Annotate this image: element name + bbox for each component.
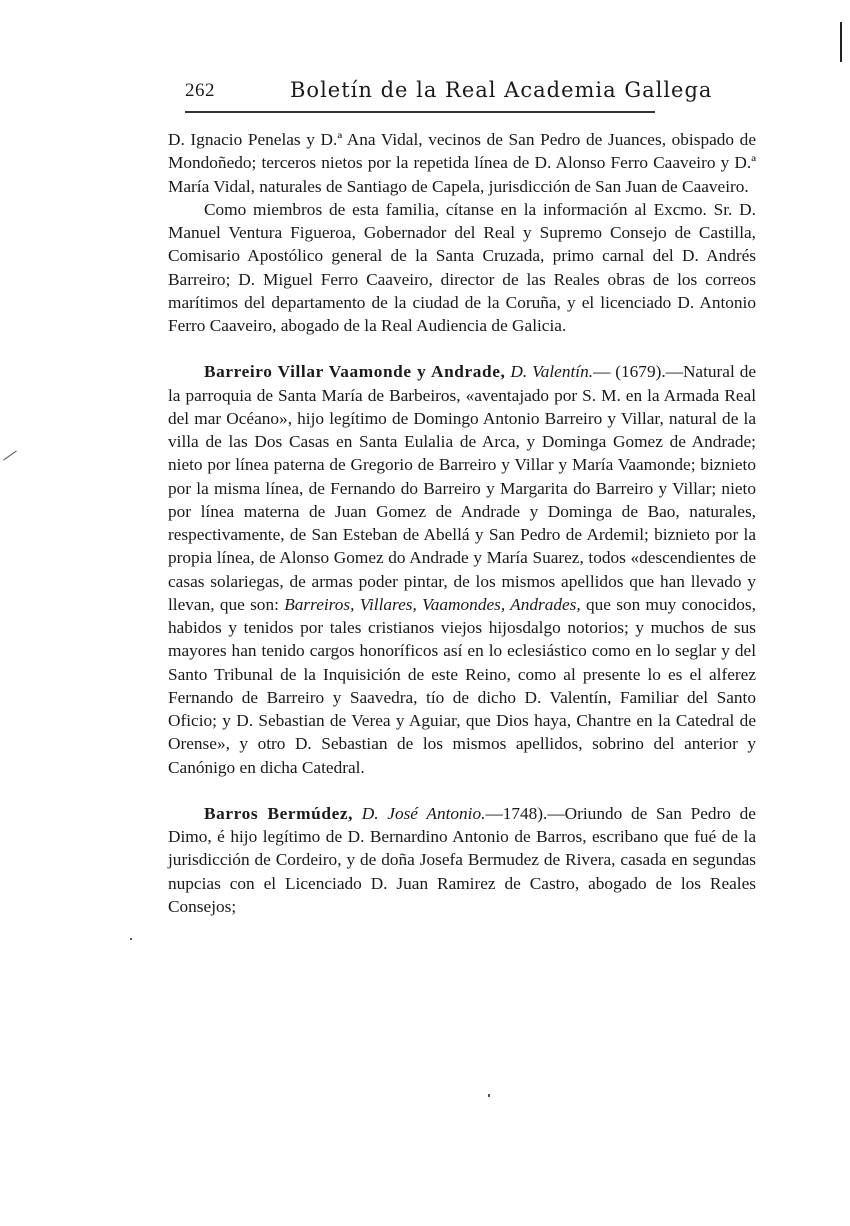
entry-barros-bermudez <box>168 802 756 918</box>
continuation-paragraph-2: Como miembros de esta familia, cítanse en la información al Excmo. Sr. D. Manuel Ventura Figueroa, Gobernador del Real y Supremo Consejo de Castilla, Comisario Apostólico general de la Santa Cruzada, primo carnal del D. Andrés Barreiro; D. Miguel Ferro Caaveiro, director de las Reales obras de los correos marítimos del departamento de la ciudad de la Coruña, y el licenciado D. Antonio Ferro Caaveiro, abogado de la Real Audiencia de Galicia. <box>168 199 756 335</box>
margin-dot <box>488 1094 490 1097</box>
entry-surnames-italic: Barreiros, Villares, Vaamondes, Andrades, <box>284 594 581 614</box>
page-header <box>185 78 755 118</box>
entry-barreiro-villar <box>168 360 756 779</box>
continuation-paragraph-1: D. Ignacio Penelas y D.ª Ana Vidal, vecinos de San Pedro de Juances, obispado de Mondoñedo; terceros nietos por la repetida línea de D. Alonso Ferro Caaveiro y D.ª María Vidal, naturales de Santiago de Capela, jurisdicción de San Juan de Caaveiro. <box>168 130 756 196</box>
body-text <box>168 128 756 918</box>
running-title: Boletín de la Real Academia Gallega <box>290 78 713 102</box>
entry-surname: Barreiro Villar Vaamonde y Andrade, <box>204 362 506 382</box>
entry-text: — (1679).—Natural de la parroquia de Santa María de Barbeiros, «aventajado por S. M. en la Armada Real del mar Océano», hijo legítimo de Domingo Antonio Barreiro y Villar, natural de la villa de las Dos Casas en Santa Eulalia de Arca, y Dominga Gomez de Andrade; nieto por línea paterna de Gregorio de Barreiro y Villar y María Vaamonde; biznieto por la misma línea, de Fernando do Barreiro y Margarita do Barreiro y Villar; nieto por línea materna de Juan Gomez de Andrade y Dominga de Bao, naturales, respectivamente, de San Esteban de Abellá y San Pedro de Ardemil; biznieto por la propia línea, de Alonso Gomez do Andrade y María Suarez, todos «descendientes de casas solariegas, de armas poder pintar, de los mismos apellidos que han llevado y llevan, que son: <box>168 362 757 614</box>
margin-dot <box>130 938 132 940</box>
entry-text-continued: que son muy conocidos, habidos y tenidos por tales cristianos viejos hijosdalgo notorios; y muchos de sus mayores han tenido cargos honoríficos así en lo eclesiástico como en lo seglar y del Santo Tribunal de la Inquisición de este Reino, como al presente lo es el alferez Fernando de Barreiro y Saavedra, tío de dicho D. Valentín, Familiar del Santo Oficio; y D. Sebastian de Verea y Aguiar, que Dios haya, Chantre en la Catedral de Orense», y otro D. Sebastian de los mismos apellidos, sobrino del anterior y Canónigo en dicha Catedral. <box>168 594 756 777</box>
entry-given-name: D. José Antonio. <box>361 803 486 823</box>
entry-surname: Barros Bermúdez, <box>204 803 354 823</box>
header-rule <box>185 111 655 113</box>
entry-given-name: D. Valentín. <box>510 362 594 382</box>
page-edge-mark <box>840 22 842 62</box>
entry-text: —1748).—Oriundo de San Pedro de Dimo, é hijo legítimo de D. Bernardino Antonio de Barros, escribano que fué de la jurisdicción de Cordeiro, y de doña Josefa Bermudez de Rivera, casada en segundas nupcias con el Licenciado D. Juan Ramirez de Castro, abogado de los Reales Consejos; <box>168 803 756 916</box>
page-number: 262 <box>185 80 215 101</box>
margin-mark <box>3 451 17 461</box>
